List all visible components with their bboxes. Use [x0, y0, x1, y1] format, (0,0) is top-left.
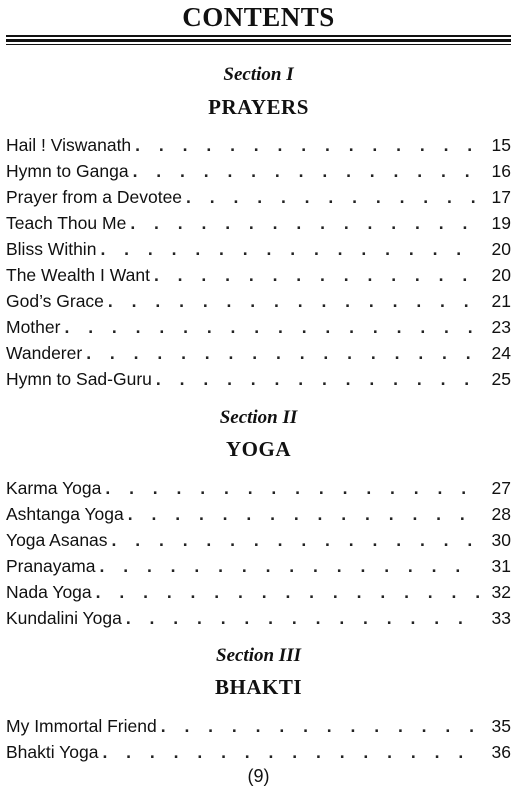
entry-title: Prayer from a Devotee [6, 187, 183, 207]
entry-title: The Wealth I Want [6, 265, 150, 285]
section-1-title: PRAYERS [208, 95, 309, 119]
entry-page: 24 [491, 343, 511, 363]
entry-page: 20 [491, 265, 511, 285]
entry-page: 28 [491, 504, 511, 524]
entry-page: 33 [491, 608, 511, 628]
entry-title: Hymn to Sad-Guru [6, 369, 152, 389]
toc-entry[interactable] [6, 527, 511, 553]
toc-entry[interactable] [6, 501, 511, 527]
entry-page: 27 [491, 478, 511, 498]
title-rule-middle [6, 39, 511, 42]
dot-leader [135, 132, 479, 158]
entry-page: 31 [491, 556, 511, 576]
page-title: CONTENTS [182, 2, 335, 32]
dot-leader [112, 527, 479, 553]
entry-page: 30 [491, 530, 511, 550]
section-3-entries [6, 713, 511, 765]
toc-entry[interactable] [6, 739, 511, 765]
dot-leader [156, 366, 479, 392]
section-2-label: Section II [219, 407, 298, 428]
toc-entry[interactable] [6, 605, 511, 631]
dot-leader [128, 501, 479, 527]
toc-entry[interactable] [6, 184, 511, 210]
toc-entry[interactable] [6, 236, 511, 262]
entry-title: My Immortal Friend [6, 716, 157, 736]
dot-leader [161, 713, 479, 739]
toc-entry[interactable] [6, 713, 511, 739]
entry-title: Pranayama [6, 556, 96, 576]
entry-page: 23 [491, 317, 511, 337]
entry-page: 15 [491, 135, 511, 155]
toc-entry[interactable] [6, 553, 511, 579]
section-1-label: Section I [223, 64, 294, 85]
dot-leader [154, 262, 479, 288]
section-1-entries [6, 132, 511, 392]
dot-leader [96, 579, 479, 605]
entry-title: Ashtanga Yoga [6, 504, 124, 524]
entry-page: 32 [491, 582, 511, 602]
toc-entry[interactable] [6, 340, 511, 366]
dot-leader [130, 210, 479, 236]
dot-leader [100, 553, 480, 579]
entry-page: 17 [491, 187, 511, 207]
section-2-entries [6, 475, 511, 631]
toc-entry[interactable] [6, 210, 511, 236]
dot-leader [64, 314, 479, 340]
toc-entry[interactable] [6, 262, 511, 288]
entry-title: Bliss Within [6, 239, 97, 259]
entry-title: Hymn to Ganga [6, 161, 129, 181]
toc-entry[interactable] [6, 475, 511, 501]
dot-leader [102, 739, 479, 765]
section-2-title: YOGA [226, 437, 291, 461]
toc-entry[interactable] [6, 579, 511, 605]
title-rule-top [6, 35, 511, 37]
page-number: (9) [247, 766, 270, 786]
entry-title: Hail ! Viswanath [6, 135, 132, 155]
entry-page: 36 [491, 742, 511, 762]
dot-leader [186, 184, 479, 210]
entry-page: 25 [491, 369, 511, 389]
entry-page: 21 [491, 291, 511, 311]
entry-title: Wanderer [6, 343, 83, 363]
entry-title: Nada Yoga [6, 582, 92, 602]
title-rule-bottom [6, 44, 511, 45]
entry-title: Karma Yoga [6, 478, 102, 498]
toc-entry[interactable] [6, 314, 511, 340]
dot-leader [86, 340, 479, 366]
entry-page: 35 [491, 716, 511, 736]
entry-title: Teach Thou Me [6, 213, 127, 233]
entry-page: 16 [491, 161, 511, 181]
dot-leader [100, 236, 479, 262]
entry-page: 19 [491, 213, 511, 233]
entry-page: 20 [491, 239, 511, 259]
dot-leader [105, 475, 479, 501]
section-3-title: BHAKTI [214, 675, 303, 699]
entry-title: Mother [6, 317, 61, 337]
section-3-label: Section III [216, 645, 301, 666]
entry-title: Kundalini Yoga [6, 608, 122, 628]
toc-entry[interactable] [6, 132, 511, 158]
toc-entry[interactable] [6, 158, 511, 184]
dot-leader [133, 158, 479, 184]
dot-leader [108, 288, 479, 314]
entry-title: Yoga Asanas [6, 530, 108, 550]
entry-title: God’s Grace [6, 291, 104, 311]
entry-title: Bhakti Yoga [6, 742, 99, 762]
toc-entry[interactable] [6, 288, 511, 314]
dot-leader [126, 605, 479, 631]
toc-entry[interactable] [6, 366, 511, 392]
